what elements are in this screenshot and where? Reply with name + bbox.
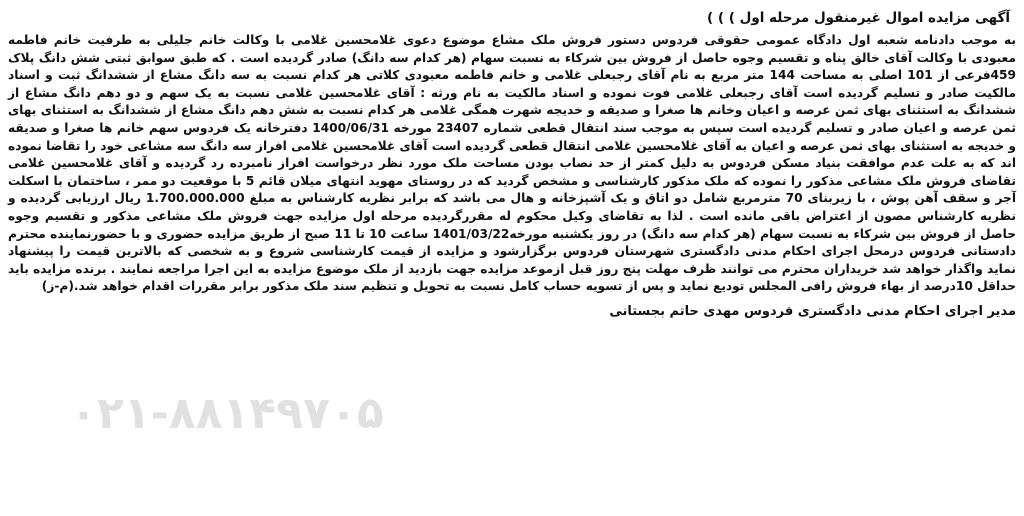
notice-title: آگهی مزایده اموال غیرمنقول مرحله اول ) ) ) <box>707 10 1010 26</box>
notice-signature: مدیر اجرای احکام مدنی دادگستری فردوس مهدی حاتم بجستانی <box>609 303 1016 319</box>
notice-body: به موجب دادنامه شعبه اول دادگاه عمومی حقوقی فردوس دستور فروش ملک مشاع موضوع دعوی غلامحسین غلامی با وکالت خانم جلیلی به طرفیت خانم فاطمه معبودی با وکالت آقای خالق پناه و تقسیم وجوه حاصل از فروش بین شرکاء به نسبت سهام (هر کدام سه دانگ) صادر گردیده است . که طبق سوابق ثبتی شش دانگ پلاک 459فرعی از 101 اصلی به مساحت 144 متر مربع به نام آقای رجبعلی غلامی و خانم فاطمه معبودی کلاتی هر کدام نسبت به سه دانگ مشاع از ششدانگ ثبت و اسناد مالکیت صادر و تسلیم گردیده است آقای رجبعلی غلامی فوت نموده و اسناد مالکیت به نام ورثه : آقای غلامحسین غلامی نسبت به یک سهم و دو دهم دانگ مشاع از ششدانگ به استثنای بهای ثمن عرصه و اعیان وخانم ها صغرا و صدیقه و خدیجه شهرت همگی غلامی هر کدام نسبت به شش دهم دانگ مشاع از ششدانگ به استثنای بهای ثمن عرصه و اعیان صادر و تسلیم گردیده است سپس به موجب سند انتقال قطعی شماره 23407 مورخه 1400/06/31 دفترخانه یک فردوس سهم خانم ها صغرا و صدیقه و خدیجه به استثنای بهای ثمن عرصه و اعیان به آقای غلامحسین غلامی انتقال قطعی گردیده است آقای غلامحسین غلامی افراز سه دانگ سه مشاعی خود را تقاضا نموده اند که به علت عدم موافقت بنیاد مسکن فردوس به دلیل کمتر از حد نصاب بودن مساحت ملک مورد نظر درخواست افراز نامبرده رد گردیده و آقای غلامحسین غلامی تقاضای فروش ملک مشاعی مذکور را نموده که ملک مذکور کارشناسی و مشخص گردید که در روستای مهوید انتهای میلان قائم 5 با موقعیت دو ممر ، ساختمان با اسکلت آجر و سقف آهن پوش ، با زیربنای 70 مترمربع شامل دو اتاق و یک آشپزخانه و هال می باشد که برابر نظریه کارشناس به مبلغ 1.700.000.000 ریال ارزیابی گردیده و نظریه کارشناس مصون از اعتراض باقی مانده است . لذا به تقاضای وکیل محکوم له مقررگردیده مرحله اول مزایده جهت فروش ملک مشاعی مذکور و تقسیم وجوه حاصل از فروش بین شرکاء به نسبت سهام (هر کدام سه دانگ) در روز یکشنبه مورخه1401/03/22 ساعت 10 تا 11 صبح از طریق مزایده حضوری و با حضورنماینده محترم دادستانی فردوس درمحل اجرای احکام مدنی دادگستری شهرستان فردوس برگزارشود و مزایده از قیمت کارشناسی شروع و به شخصی که بالاترین قیمت را پیشنهاد نماید واگذار خواهد شد خریداران محترم می توانند ظرف مهلت پنج روز قبل ازموعد مزایده جهت بازدید از ملک موضوع مزایده به این اجرا مراجعه نمایند . برنده مزایده باید حداقل 10درصد از بهاء فروش رافی المجلس تودیع نماید و پس از تسویه حساب کامل نسبت به تحویل و تنظیم سند ملک مذکور برابر مقررات اقدام خواهد شد.(م-ز) <box>8 33 1017 294</box>
auction-notice <box>8 4 1016 512</box>
phone-watermark: ۰۲۱-۸۸۱۴۹۷۰۵ <box>70 388 384 439</box>
